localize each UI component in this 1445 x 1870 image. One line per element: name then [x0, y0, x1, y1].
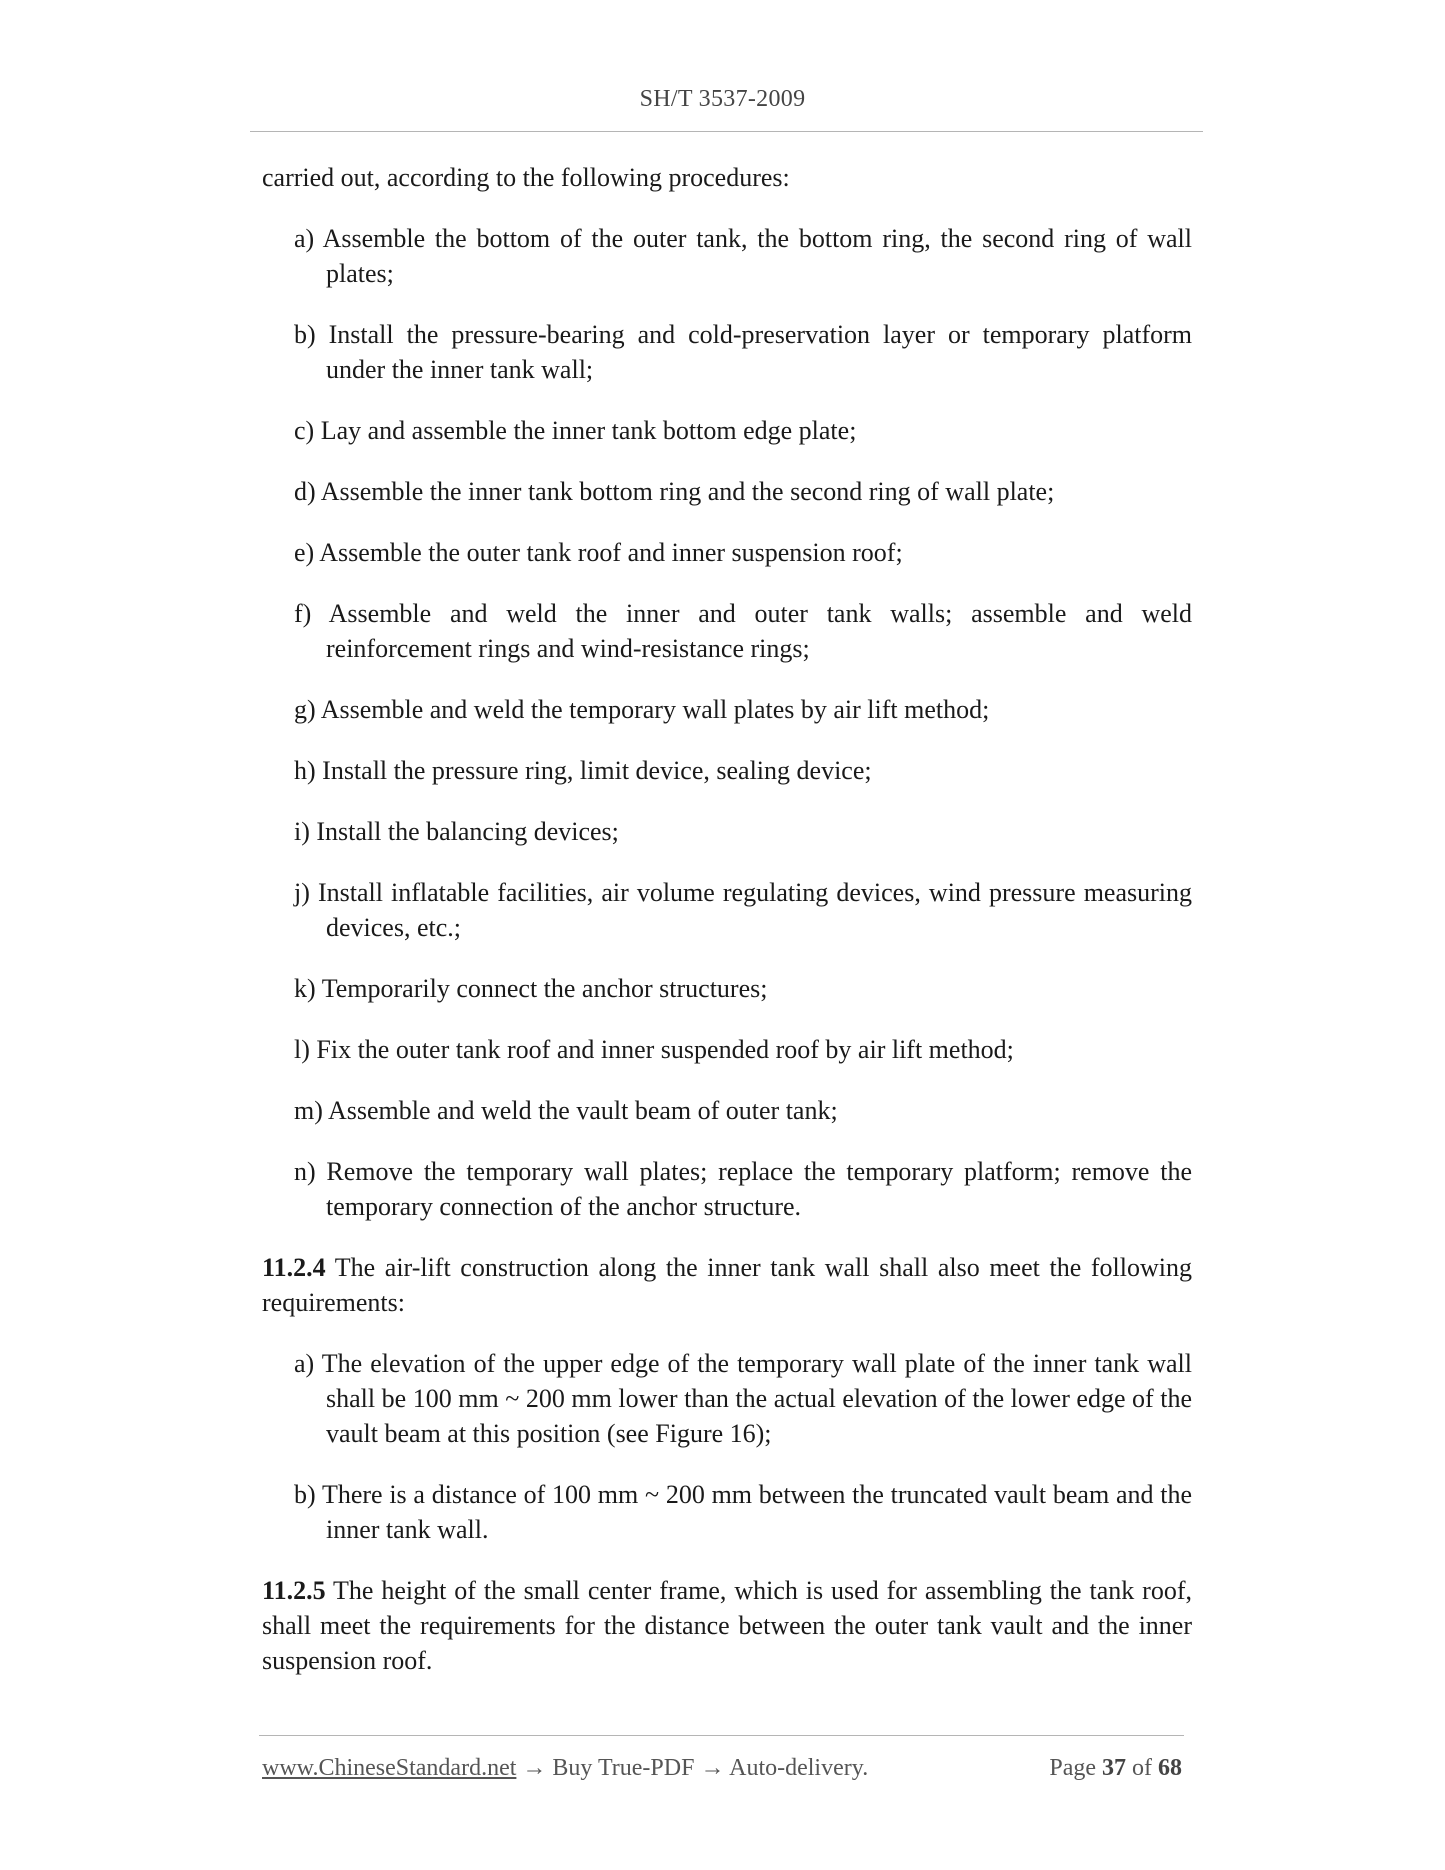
- footer-tagline: → Buy True-PDF → Auto-delivery.: [516, 1755, 869, 1781]
- list-item: i) Install the balancing devices;: [294, 817, 619, 846]
- header-divider: [250, 131, 1203, 132]
- list-item: g) Assemble and weld the temporary wall plates by air lift method;: [294, 695, 990, 724]
- list-item: j) Install inflatable facilities, air volume regulating devices, wind pressure measuring devices, etc.;: [294, 878, 1192, 942]
- page-label: Page: [1049, 1755, 1096, 1781]
- list-item: l) Fix the outer tank roof and inner suspended roof by air lift method;: [294, 1035, 1014, 1064]
- clause-number: 11.2.5: [262, 1576, 326, 1605]
- clause-11-2-5: [262, 1573, 1192, 1678]
- page-footer: [262, 1755, 1182, 1782]
- procedure-list: [262, 221, 1192, 1224]
- list-item: m) Assemble and weld the vault beam of outer tank;: [294, 1096, 838, 1125]
- clause-11-2-4-requirements: [262, 1346, 1192, 1547]
- website-link[interactable]: www.ChineseStandard.net: [262, 1755, 517, 1781]
- clause-11-2-4: [262, 1250, 1192, 1320]
- page-total: 68: [1158, 1755, 1182, 1781]
- clause-text: The height of the small center frame, which is used for assembling the tank roof, shall meet the requirements for the distance between the outer tank vault and the inner suspension roof.: [262, 1576, 1192, 1675]
- list-item: e) Assemble the outer tank roof and inner suspension roof;: [294, 538, 903, 567]
- page-current: 37: [1102, 1755, 1126, 1781]
- page-indicator: [1049, 1755, 1182, 1782]
- list-item: k) Temporarily connect the anchor structures;: [294, 974, 768, 1003]
- clause-number: 11.2.4: [262, 1253, 326, 1282]
- document-header-title: SH/T 3537-2009: [639, 86, 806, 112]
- list-item: f) Assemble and weld the inner and outer tank walls; assemble and weld reinforcement rings and wind-resistance rings;: [294, 599, 1192, 663]
- document-body: [262, 160, 1192, 1704]
- list-item: a) Assemble the bottom of the outer tank, the bottom ring, the second ring of wall plates;: [294, 224, 1192, 288]
- clause-text: The air-lift construction along the inner tank wall shall also meet the following requirements:: [262, 1253, 1192, 1317]
- list-item: d) Assemble the inner tank bottom ring and the second ring of wall plate;: [294, 477, 1055, 506]
- list-item: b) There is a distance of 100 mm ~ 200 mm between the truncated vault beam and the inner tank wall.: [294, 1480, 1192, 1544]
- footer-divider: [259, 1735, 1184, 1736]
- list-item: n) Remove the temporary wall plates; replace the temporary platform; remove the temporary connection of the anchor structure.: [294, 1157, 1192, 1221]
- list-item: c) Lay and assemble the inner tank bottom edge plate;: [294, 416, 857, 445]
- page-of-label: of: [1132, 1755, 1152, 1781]
- list-item: h) Install the pressure ring, limit device, sealing device;: [294, 756, 872, 785]
- list-item: a) The elevation of the upper edge of the temporary wall plate of the inner tank wall shall be 100 mm ~ 200 mm lower than the actual elevation of the lower edge of the vault beam at this position (see Figure 16);: [294, 1349, 1192, 1448]
- list-item: b) Install the pressure-bearing and cold-preservation layer or temporary platform under the inner tank wall;: [294, 320, 1192, 384]
- intro-paragraph: carried out, according to the following procedures:: [262, 163, 790, 192]
- footer-left: [262, 1755, 868, 1782]
